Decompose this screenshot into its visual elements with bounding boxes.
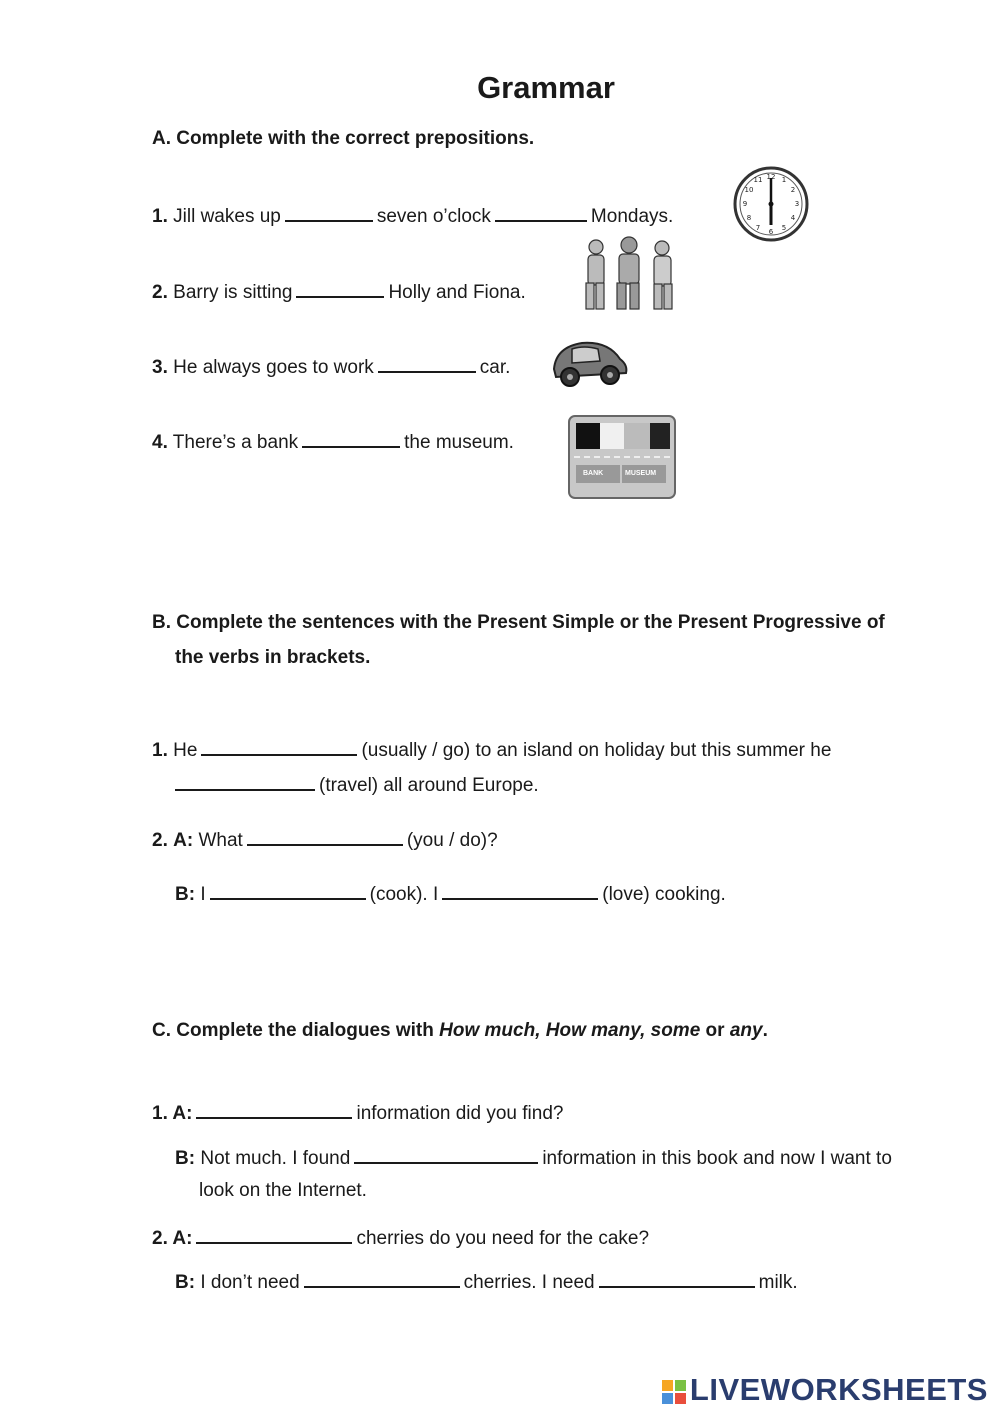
svg-text:7: 7 — [755, 224, 761, 232]
section-b-item-1-line-1: 1. He (usually / go) to an island on holiday but this summer he — [152, 737, 831, 762]
museum-sign: MUSEUM — [625, 470, 657, 477]
section-c-item-2-a: 2. A: cherries do you need for the cake? — [152, 1225, 649, 1250]
item-number: 3. — [152, 357, 168, 378]
item-number-speaker: 1. A: — [152, 1103, 193, 1124]
answer-blank-a3[interactable] — [378, 354, 476, 373]
svg-text:12: 12 — [766, 173, 776, 181]
answer-blank-c1-2[interactable] — [354, 1145, 538, 1164]
speaker-label: B: — [175, 884, 196, 905]
answer-blank-c2-2[interactable] — [304, 1269, 460, 1288]
answer-blank-c2-1[interactable] — [196, 1225, 352, 1244]
answer-blank-b2-1[interactable] — [247, 827, 403, 846]
answer-blank-a1-1[interactable] — [285, 203, 373, 222]
item-number: 1. — [152, 740, 168, 761]
svg-text:1: 1 — [781, 176, 787, 184]
svg-text:6: 6 — [768, 228, 774, 236]
svg-text:3: 3 — [794, 200, 800, 208]
people-sitting-icon — [582, 235, 687, 315]
speaker-label: B: — [175, 1272, 196, 1293]
answer-blank-a4[interactable] — [302, 429, 400, 448]
item-number-speaker: 2. A: — [152, 1228, 193, 1249]
section-a-item-2: 2. Barry is sitting Holly and Fiona. — [152, 279, 526, 304]
street-map-picture — [568, 415, 676, 499]
clock-icon — [732, 165, 810, 243]
answer-blank-b1-2[interactable] — [175, 772, 315, 791]
answer-blank-b1-1[interactable] — [201, 737, 357, 756]
item-number: 4. — [152, 432, 168, 453]
answer-blank-b2-2[interactable] — [210, 881, 366, 900]
svg-text:9: 9 — [742, 200, 748, 208]
section-b-item-2-b: B: I (cook). I (love) cooking. — [175, 881, 726, 906]
answer-blank-c2-3[interactable] — [599, 1269, 755, 1288]
section-c-item-1-b: B: Not much. I found information in this book and now I want to — [175, 1145, 892, 1170]
svg-text:11: 11 — [753, 176, 763, 184]
svg-text:8: 8 — [746, 214, 752, 222]
section-a-item-4: 4. There’s a bank the museum. — [152, 429, 514, 454]
speaker-label: B: — [175, 1148, 196, 1169]
bank-sign: BANK — [583, 470, 604, 477]
section-b-heading-line-2: the verbs in brackets. — [175, 647, 371, 668]
liveworksheets-logo: LIVEWORKSHEETS — [662, 1372, 988, 1408]
speaker-label: A: — [173, 830, 194, 851]
answer-blank-a2[interactable] — [296, 279, 384, 298]
svg-text:5: 5 — [781, 224, 787, 232]
section-b-heading-line-1: B. Complete the sentences with the Present Simple or the Present Progressive of — [152, 612, 885, 633]
logo-squares-icon — [662, 1380, 686, 1404]
section-a-item-1: 1. Jill wakes up seven o’clock Mondays. — [152, 203, 673, 228]
item-number: 2. — [152, 282, 168, 303]
item-number: 1. — [152, 206, 168, 227]
car-icon — [548, 335, 630, 391]
answer-blank-c1-1[interactable] — [196, 1100, 352, 1119]
section-b-item-1-line-2: (travel) all around Europe. — [171, 772, 539, 797]
answer-blank-a1-2[interactable] — [495, 203, 587, 222]
section-a-item-3: 3. He always goes to work car. — [152, 354, 510, 379]
svg-text:2: 2 — [790, 186, 796, 194]
street-blocks-icon — [570, 417, 674, 497]
section-c-item-2-b: B: I don’t need cherries. I need milk. — [175, 1269, 798, 1294]
page-title: Grammar — [477, 70, 615, 105]
item-number: 2. — [152, 830, 168, 851]
section-b-item-2-a: 2. A: What (you / do)? — [152, 827, 498, 852]
svg-text:10: 10 — [744, 186, 754, 194]
svg-text:4: 4 — [790, 214, 796, 222]
answer-blank-b2-3[interactable] — [442, 881, 598, 900]
section-c-item-1-b-cont: look on the Internet. — [199, 1180, 367, 1201]
section-c-heading: C. Complete the dialogues with How much, How many, some or any. — [152, 1020, 768, 1041]
section-c-item-1-a: 1. A: information did you find? — [152, 1100, 563, 1125]
section-a-heading: A. Complete with the correct prepositions. — [152, 128, 535, 149]
